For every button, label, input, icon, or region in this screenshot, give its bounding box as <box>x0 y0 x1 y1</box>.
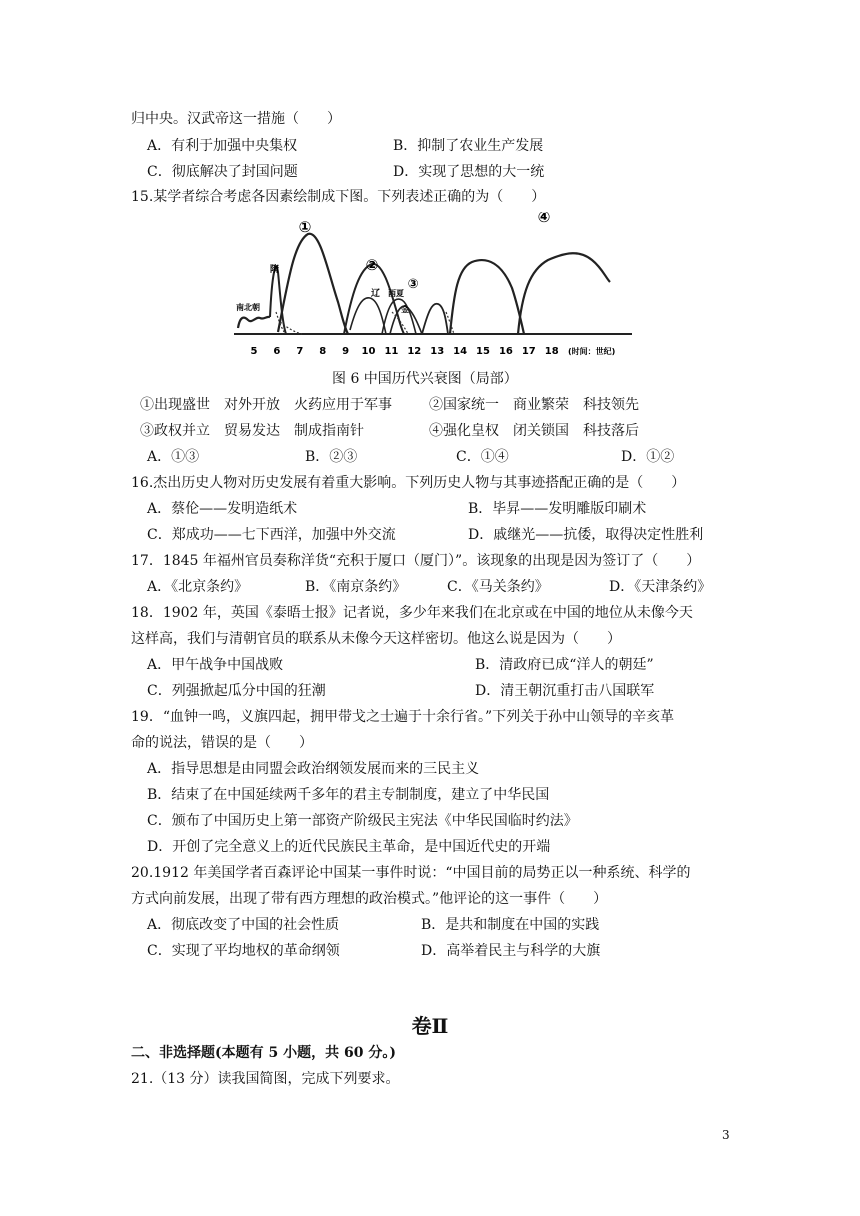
q15-statement-3: ③政权并立 贸易发达 制成指南针 <box>140 423 364 439</box>
x-tick-label: 13 <box>430 346 445 357</box>
x-tick-label: 14 <box>453 346 468 357</box>
q14-stem-tail: 归中央。汉武帝这一措施（ ） <box>131 111 341 127</box>
q17-option-b[interactable]: B．《南京条约》 <box>305 579 407 595</box>
q15-statement-1: ①出现盛世 对外开放 火药应用于军事 <box>140 397 392 413</box>
page-number: 3 <box>722 1128 730 1142</box>
x-tick-label: 5 <box>250 346 258 357</box>
q20-stem-line-2: 方式向前发展，出现了带有西方理想的政治模式。”他评论的这一事件（ ） <box>131 891 608 907</box>
q15-option-a[interactable]: A．①③ <box>147 449 200 465</box>
q20-option-d[interactable]: D．高举着民主与科学的大旗 <box>421 943 601 959</box>
curve-qing <box>518 253 610 334</box>
label-xixia: 西夏 <box>388 289 404 298</box>
q15-stem: 15.某学者综合考虑各因素绘制成下图。下列表述正确的为（ ） <box>131 189 546 205</box>
label-liao: 辽 <box>371 289 381 299</box>
q19-option-c[interactable]: C．颁布了中国历史上第一部资产阶级民主宪法《中华民国临时约法》 <box>147 813 578 829</box>
marker-3: ③ <box>407 277 419 292</box>
q18-option-b[interactable]: B．清政府已成“洋人的朝廷” <box>475 657 654 673</box>
x-axis-ticks <box>251 346 559 357</box>
q14-option-b[interactable]: B．抑制了农业生产发展 <box>393 138 544 154</box>
q14-option-a[interactable]: A．有利于加强中央集权 <box>147 138 298 154</box>
q15-statement-2: ②国家统一 商业繁荣 科技领先 <box>429 397 639 413</box>
q16-option-c[interactable]: C．郑成功——七下西洋，加强中外交流 <box>147 527 396 543</box>
x-tick-label: 15 <box>476 346 490 357</box>
x-tick-label: 18 <box>544 346 559 357</box>
q15-option-c[interactable]: C．①④ <box>456 449 509 465</box>
q18-option-a[interactable]: A．甲午战争中国战败 <box>147 657 284 673</box>
q16-option-a[interactable]: A．蔡伦——发明造纸术 <box>147 501 298 517</box>
x-tick-label: 8 <box>319 346 327 357</box>
label-nanbeichao: 南北朝 <box>236 303 260 312</box>
x-tick-label: 6 <box>273 346 281 357</box>
q16-option-b[interactable]: B．毕昇——发明雕版印刷术 <box>468 501 647 517</box>
q14-option-d[interactable]: D．实现了思想的大一统 <box>393 164 545 180</box>
q15-option-b[interactable]: B．②③ <box>305 449 358 465</box>
q20-stem-line-1: 20.1912 年美国学者百森评论中国某一事件时说：“中国目前的局势正以一种系统、科学的 <box>131 865 691 881</box>
q15-statement-4: ④强化皇权 闭关锁国 科技落后 <box>429 423 639 439</box>
x-tick-label: 7 <box>296 346 304 357</box>
section-title: 二、非选择题(本题有 5 小题，共 60 分。) <box>131 1045 396 1061</box>
marker-4: ④ <box>537 212 551 226</box>
q18-stem-line-2: 这样高，我们与清朝官员的联系从未像今天这样密切。他这么说是因为（ ） <box>131 631 621 647</box>
label-sui: 隋 <box>270 265 280 275</box>
q19-option-d[interactable]: D．开创了完全意义上的近代民族民主革命，是中国近代史的开端 <box>147 839 551 855</box>
q18-stem-line-1: 18．1902 年，英国《泰晤士报》记者说，多少年来我们在北京或在中国的地位从未像今天 <box>131 605 693 621</box>
q15-option-d[interactable]: D．①② <box>621 449 675 465</box>
x-tick-label: 17 <box>521 346 536 357</box>
dynasty-rise-fall-figure <box>232 212 632 364</box>
q21-stem: 21.（13 分）读我国简图，完成下列要求。 <box>131 1071 400 1087</box>
q20-option-c[interactable]: C．实现了平均地权的革命纲领 <box>147 943 340 959</box>
marker-2: ② <box>365 256 379 274</box>
q20-option-b[interactable]: B．是共和制度在中国的实践 <box>421 917 600 933</box>
q17-stem: 17．1845 年福州官员奏称洋货“充积于厦口（厦门）”。该现象的出现是因为签订了（ ） <box>131 553 701 569</box>
q19-stem-line-2: 命的说法，错误的是（ ） <box>131 735 313 751</box>
x-tick-label: 12 <box>407 346 422 357</box>
curve-ming <box>450 260 524 334</box>
q18-option-d[interactable]: D．清王朝沉重打击八国联军 <box>475 683 655 699</box>
curve-tang <box>278 234 348 334</box>
q19-option-a[interactable]: A．指导思想是由同盟会政治纲领发展而来的三民主义 <box>147 761 480 777</box>
q16-stem: 16.杰出历史人物对历史发展有着重大影响。下列历史人物与其事迹搭配正确的是（ ） <box>131 475 686 491</box>
part-2-heading: 卷Ⅱ <box>411 1014 449 1038</box>
x-tick-label: 11 <box>384 346 399 357</box>
q17-option-d[interactable]: D．《天津条约》 <box>609 579 712 595</box>
x-tick-label: 10 <box>361 346 376 357</box>
curve-nanbeichao <box>238 317 270 328</box>
curve-yuan <box>422 304 448 334</box>
figure-caption: 图 6 中国历代兴衰图（局部） <box>332 371 518 387</box>
q19-option-b[interactable]: B．结束了在中国延续两千多年的君主专制制度，建立了中华民国 <box>147 787 550 803</box>
q17-option-a[interactable]: A．《北京条约》 <box>147 579 249 595</box>
q19-stem-line-1: 19．“血钟一鸣，义旗四起，拥甲带戈之士遍于十余行省。”下列关于孙中山领导的辛亥革 <box>131 709 675 725</box>
q17-option-c[interactable]: C．《马关条约》 <box>447 579 549 595</box>
q16-option-d[interactable]: D．戚继光——抗倭，取得决定性胜利 <box>468 527 704 543</box>
q18-option-c[interactable]: C．列强掀起瓜分中国的狂潮 <box>147 683 326 699</box>
x-tick-label: 9 <box>342 346 350 357</box>
curve-liao <box>350 298 386 334</box>
label-jin: 金 <box>401 305 409 314</box>
x-axis-unit: (时间：世纪) <box>568 347 616 356</box>
x-tick-label: 16 <box>498 346 513 357</box>
q14-option-c[interactable]: C．彻底解决了封国问题 <box>147 164 298 180</box>
q20-option-a[interactable]: A．彻底改变了中国的社会性质 <box>147 917 340 933</box>
marker-1: ① <box>298 218 312 236</box>
